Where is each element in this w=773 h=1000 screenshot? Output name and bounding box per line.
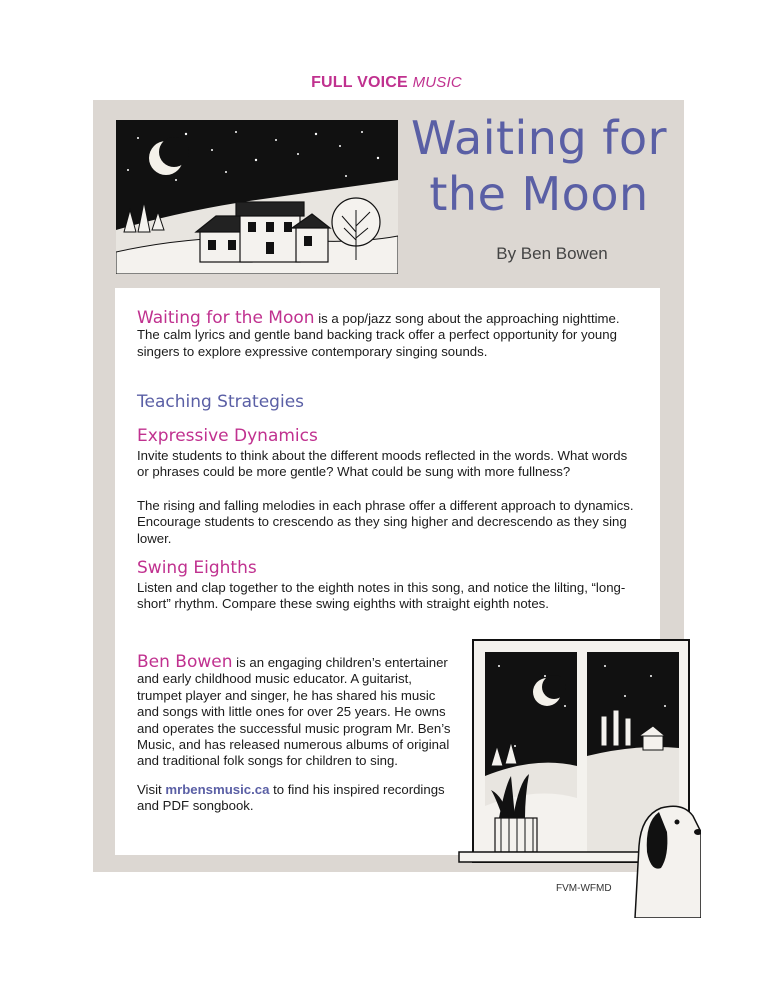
bio-name: Ben Bowen (137, 652, 233, 672)
window-dog-illustration (455, 636, 701, 918)
product-code: FVM-WFMD (556, 883, 612, 894)
night-village-illustration (116, 120, 398, 274)
visit-paragraph (137, 782, 457, 815)
website-link[interactable]: mrbensmusic.ca (165, 782, 270, 797)
bio-paragraph (137, 654, 457, 770)
teaching-strategies-heading: Teaching Strategies (137, 392, 305, 412)
brand-name: FULL VOICE (311, 74, 408, 91)
title-line-1: Waiting for (410, 111, 668, 165)
brand-suffix: MUSIC (412, 74, 462, 91)
bio-text: is an engaging children’s entertainer and early childhood music educator. A guitarist, trumpet player and singer, he has shared his music and songs with little ones for over 25 years. He owns and operates the successful music program Mr. Ben’s Music, and has released numerous albums of original and traditional folk songs for children to sing. (137, 655, 451, 769)
visit-post: to find his inspired recordings and PDF songbook. (137, 782, 445, 814)
intro-text: is a pop/jazz song about the approaching nighttime. The calm lyrics and gentle band backing track offer a perfect opportunity for young singers to explore expressive contemporary singing sounds. (137, 311, 620, 359)
title-line-2: the Moon (429, 167, 649, 221)
brand-logo (0, 74, 773, 92)
visit-pre: Visit (137, 782, 166, 797)
page-title (405, 110, 673, 222)
byline: By Ben Bowen (496, 244, 608, 263)
intro-song-name: Waiting for the Moon (137, 308, 315, 328)
swing-paragraph: Listen and clap together to the eighth notes in this song, and notice the lilting, “long-short” rhythm. Compare these swing eighths with straight eighth notes. (137, 580, 626, 612)
dynamics-paragraph-1: Invite students to think about the different moods reflected in the words. What words or phrases could be more gentle? What could be sung with more fullness? (137, 448, 628, 480)
expressive-dynamics-heading: Expressive Dynamics (137, 426, 318, 446)
dynamics-paragraph-2: The rising and falling melodies in each phrase offer a different approach to dynamics. Encourage students to crescendo as they sing higher and decrescendo as they sing lower. (137, 498, 634, 546)
intro-paragraph (137, 310, 637, 360)
swing-eighths-heading: Swing Eighths (137, 558, 257, 578)
